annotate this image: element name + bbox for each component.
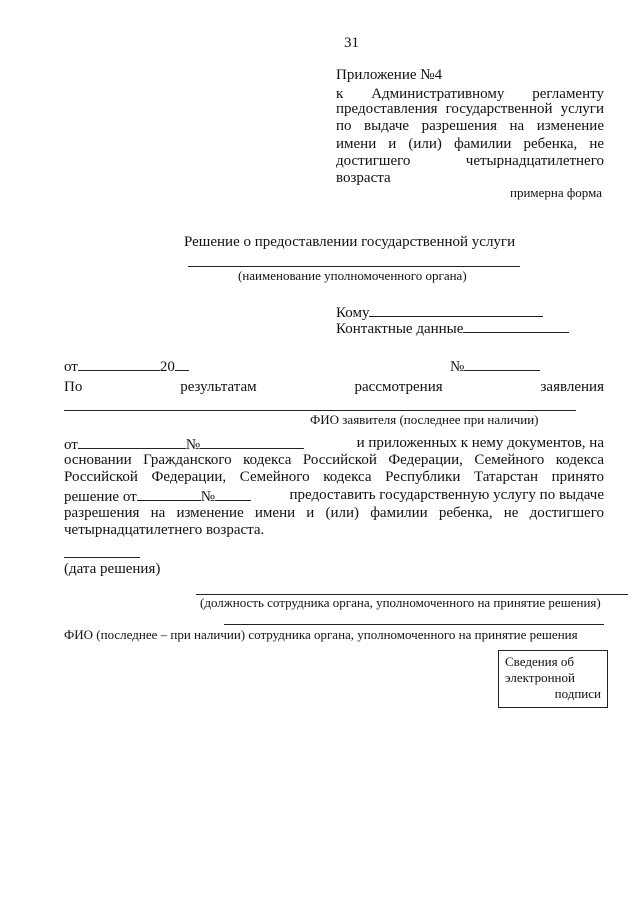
body-text: и приложенных к нему документов, на — [356, 435, 604, 451]
appendix-number: Приложение №4 — [336, 67, 443, 83]
body-from-label: от — [64, 437, 78, 453]
body-line: Российской Федерации, Семейного кодекса Республики Татарстан принято — [64, 469, 604, 485]
form-note: примерна форма — [510, 185, 603, 200]
contacts-input-line[interactable] — [463, 318, 569, 333]
applicant-name-line[interactable] — [64, 410, 576, 411]
appendix-word: к — [336, 86, 344, 102]
appendix-line: имени и (или) фамилии ребенка, не — [336, 136, 604, 152]
official-caption: ФИО (последнее – при наличии) сотрудника органа, уполномоченного на принятие решения — [64, 627, 578, 642]
signature-box-line: электронной — [505, 670, 575, 685]
date-day-line[interactable] — [78, 356, 160, 371]
body-decision-from-label: решение от — [64, 489, 137, 505]
appendix-word: четырнадцатилетнего — [465, 153, 604, 169]
number-label: № — [450, 359, 465, 375]
application-number-line[interactable] — [200, 434, 304, 449]
signature-box — [498, 650, 608, 708]
appendix-word: регламенту — [532, 86, 604, 102]
position-caption: (должность сотрудника органа, уполномоченного на принятие решения) — [200, 595, 601, 610]
organ-caption: (наименование уполномоченного органа) — [238, 268, 467, 283]
year-prefix: 20 — [159, 359, 175, 375]
body-number-label: № — [185, 437, 201, 453]
appendix-word: Административному — [371, 86, 505, 102]
page-number: 31 — [344, 35, 359, 51]
review-word: рассмотрения — [354, 379, 443, 395]
official-name-line[interactable] — [224, 624, 604, 625]
contacts-field — [336, 318, 569, 339]
decision-date-caption: (дата решения) — [64, 561, 161, 577]
recipient-input-line[interactable] — [369, 302, 543, 317]
date-from-label: от — [64, 359, 78, 375]
body-line: основании Гражданского кодекса Российской Федерации, Семейного кодекса — [64, 452, 604, 468]
decision-number-line[interactable] — [215, 486, 251, 501]
document-title: Решение о предоставлении государственной услуги — [184, 234, 516, 250]
application-date-line[interactable] — [78, 434, 186, 449]
body-decision-number-label: № — [200, 489, 215, 505]
contacts-label: Контактные данные — [336, 321, 464, 337]
appendix-line: по выдаче разрешения на изменение — [336, 118, 604, 134]
review-line — [64, 378, 604, 397]
recipient-label: Кому — [336, 305, 370, 321]
decision-number-field — [450, 356, 540, 377]
review-word: По — [64, 379, 83, 395]
decision-date-field — [64, 356, 189, 377]
number-input-line[interactable] — [464, 356, 540, 371]
body-line: четырнадцатилетнего возраста. — [64, 522, 265, 538]
signature-box-line: Сведения об — [505, 654, 574, 669]
applicant-caption: ФИО заявителя (последнее при наличии) — [310, 412, 539, 427]
body-line: разрешения на изменение имени и (или) фамилии ребенка, не достигшего — [64, 505, 604, 521]
review-word: заявления — [540, 379, 604, 395]
body-text: предоставить государственную услугу по выдаче — [289, 487, 604, 503]
appendix-line: предоставления государственной услуги — [336, 101, 604, 117]
signature-box-line: подписи — [554, 686, 601, 701]
appendix-word: достигшего — [336, 153, 411, 169]
organ-name-line[interactable] — [188, 266, 520, 267]
decision-date-line[interactable] — [137, 486, 201, 501]
date-year-line[interactable] — [175, 356, 189, 371]
decision-date-signature-line[interactable] — [64, 557, 140, 558]
review-word: результатам — [180, 379, 257, 395]
appendix-line: возраста — [336, 170, 391, 186]
